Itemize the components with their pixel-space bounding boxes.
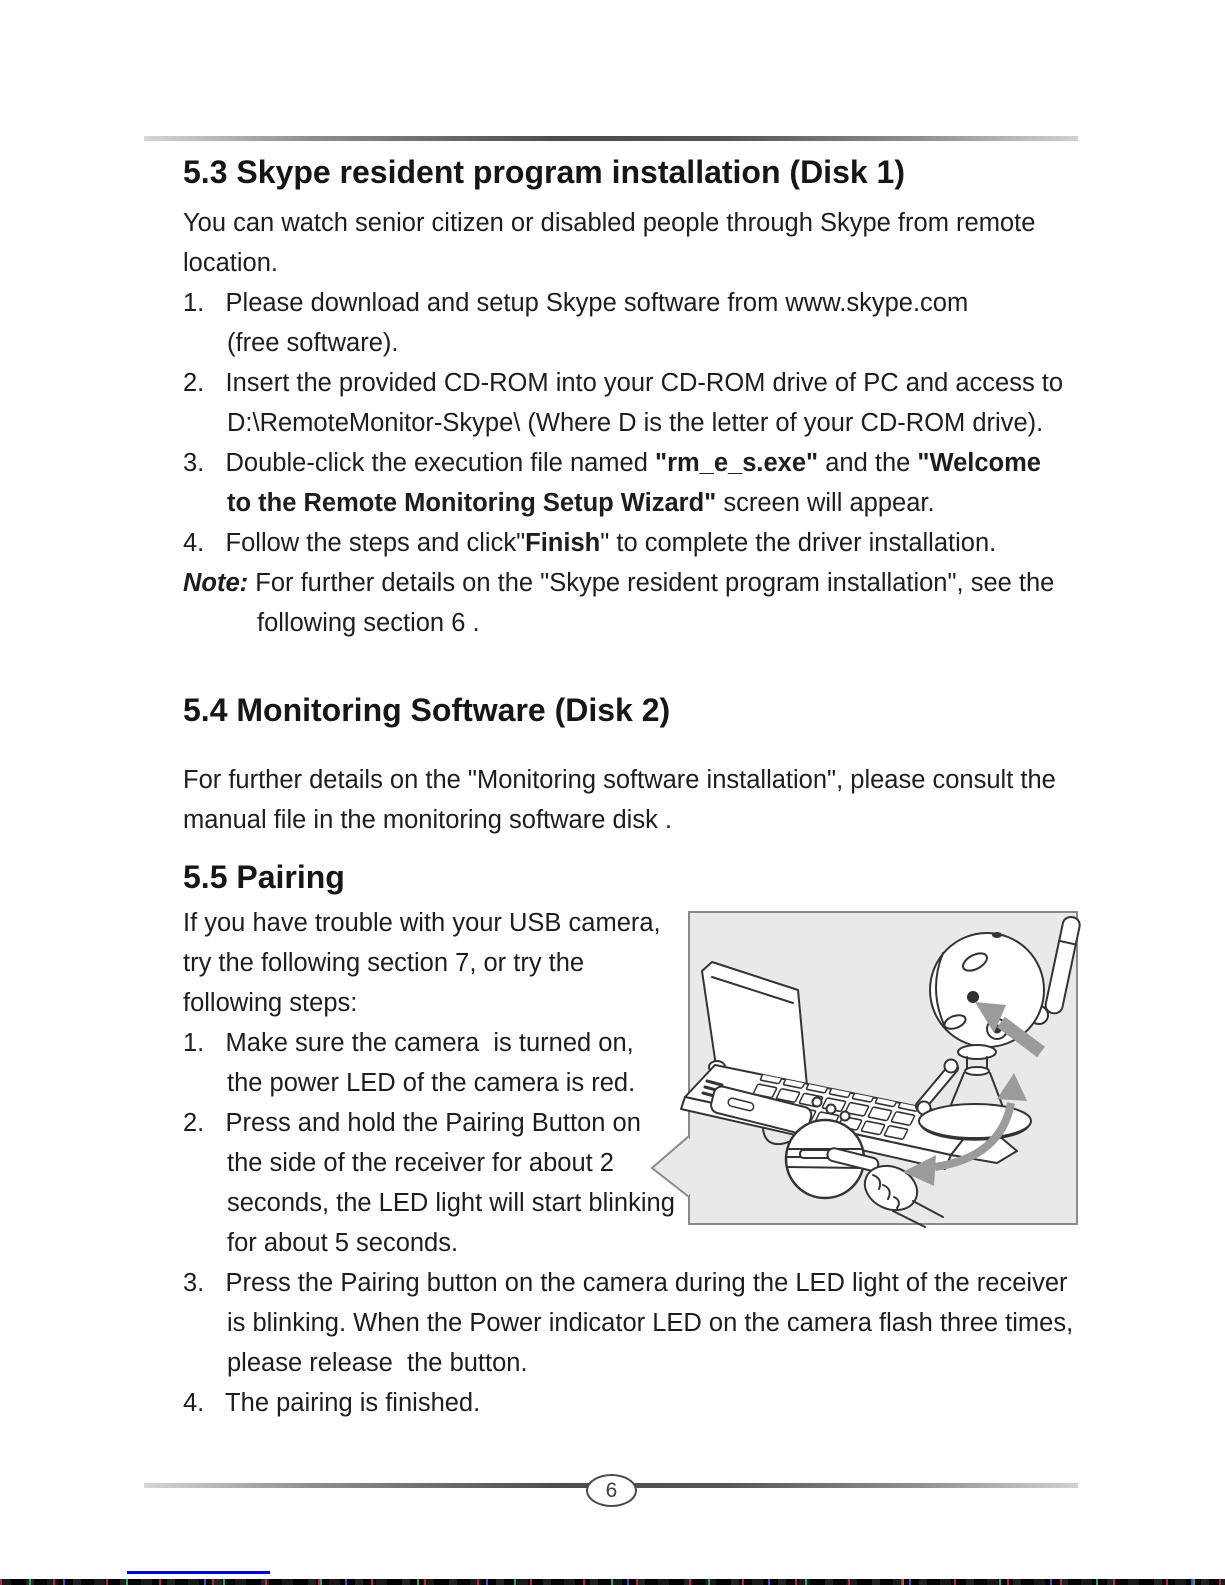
list-item-line: the power LED of the camera is red. bbox=[227, 1069, 636, 1097]
body-line: You can watch senior citizen or disabled people through Skype from remote bbox=[183, 209, 1036, 237]
section-54-heading: 5.4 Monitoring Software (Disk 2) bbox=[183, 692, 671, 728]
list-item-line: to the Remote Monitoring Setup Wizard" screen will appear. bbox=[227, 489, 935, 517]
pairing-figure bbox=[645, 905, 1085, 1235]
top-divider bbox=[144, 136, 1078, 141]
list-item-line: seconds, the LED light will start blinking bbox=[227, 1189, 675, 1217]
list-item-line: 1. Please download and setup Skype software from www.skype.com bbox=[183, 289, 969, 317]
list-item-line: 1. Make sure the camera is turned on, bbox=[183, 1029, 634, 1057]
footer-blue-line bbox=[127, 1571, 270, 1574]
page-number: 6 bbox=[605, 1478, 618, 1502]
list-item-line: 3. Press the Pairing button on the camera during the LED light of the receiver bbox=[183, 1269, 1068, 1297]
body-line: For further details on the "Monitoring software installation", please consult the bbox=[183, 766, 1056, 794]
list-item-line: 4. Follow the steps and click"Finish" to complete the driver installation. bbox=[183, 529, 997, 557]
body-line: location. bbox=[183, 249, 278, 277]
list-item-line: the side of the receiver for about 2 bbox=[227, 1149, 614, 1177]
list-item-line: 2. Insert the provided CD-ROM into your CD-ROM drive of PC and access to bbox=[183, 369, 1064, 397]
list-item-line: 2. Press and hold the Pairing Button on bbox=[183, 1109, 641, 1137]
body-line: manual file in the monitoring software disk . bbox=[183, 806, 672, 834]
list-item-line: please release the button. bbox=[227, 1349, 528, 1377]
section-53-heading: 5.3 Skype resident program installation (Disk 1) bbox=[183, 154, 905, 190]
list-item-line: (free software). bbox=[227, 329, 399, 357]
note-line: following section 6 . bbox=[257, 609, 480, 637]
scan-noise-strip bbox=[0, 1579, 1225, 1585]
list-item-line: is blinking. When the Power indicator LED on the camera flash three times, bbox=[227, 1309, 1074, 1337]
list-item-line: D:\RemoteMonitor-Skype\ (Where D is the letter of your CD-ROM drive). bbox=[227, 409, 1044, 437]
body-line: If you have trouble with your USB camera, bbox=[183, 909, 661, 937]
pairing-button-dot bbox=[967, 991, 979, 1003]
list-item-line: 4. The pairing is finished. bbox=[183, 1389, 481, 1417]
callout-tail bbox=[652, 1136, 689, 1197]
note-line: Note: For further details on the "Skype resident program installation", see the bbox=[183, 569, 1055, 597]
list-item-line: 3. Double-click the execution file named "rm_e_s.exe" and the "Welcome bbox=[183, 449, 1041, 477]
body-line: try the following section 7, or try the bbox=[183, 949, 585, 977]
section-55-heading: 5.5 Pairing bbox=[183, 859, 345, 895]
page-number-badge bbox=[586, 1474, 637, 1507]
list-item-line: for about 5 seconds. bbox=[227, 1229, 459, 1257]
body-line: following steps: bbox=[183, 989, 358, 1017]
